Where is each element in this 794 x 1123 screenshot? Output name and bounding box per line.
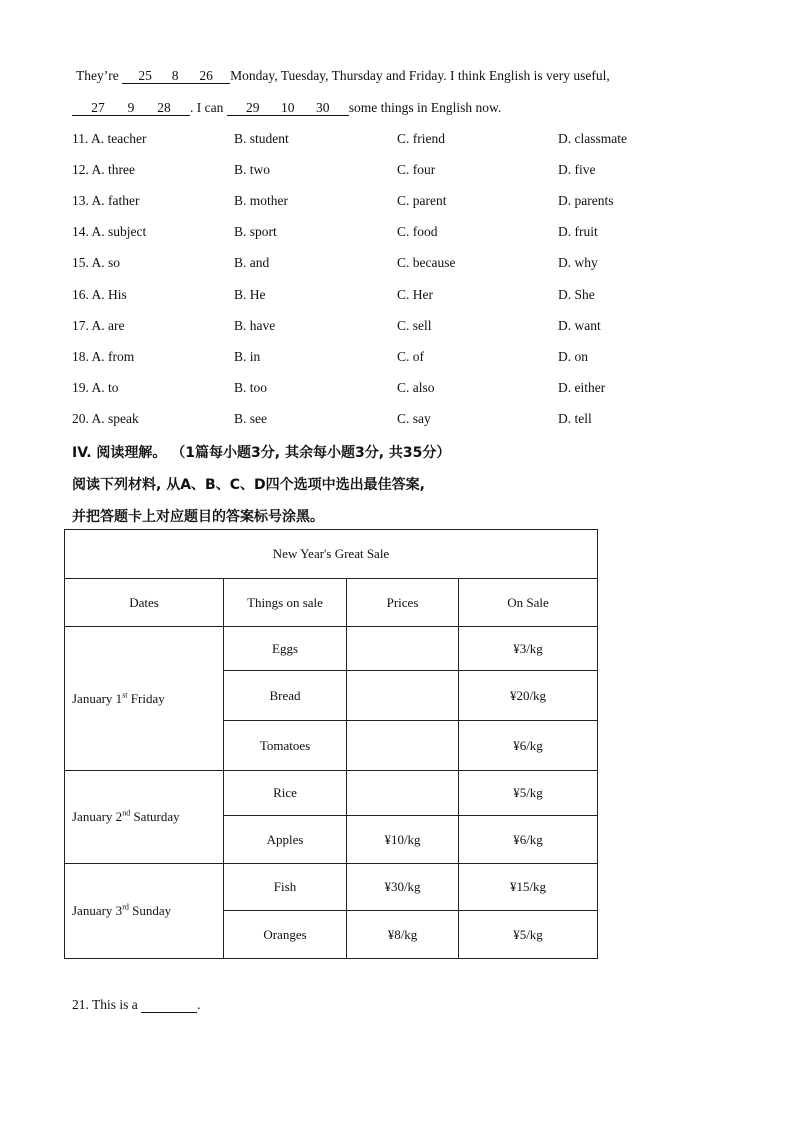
option-d: D. She: [558, 286, 595, 302]
table-price-cell: [347, 671, 459, 721]
table-sale-cell: ¥20/kg: [459, 671, 598, 721]
option-b: B. student: [234, 131, 289, 146]
question-row: [0, 318, 794, 338]
table-item-cell: Tomatoes: [224, 721, 347, 771]
answer-blank: [141, 998, 197, 1013]
blank-9: 9: [124, 101, 138, 116]
question-row: [0, 193, 794, 213]
option-c: C. parent: [397, 193, 447, 209]
option-a: 19. A. to: [72, 379, 119, 395]
table-item-cell: Fish: [224, 864, 347, 911]
question-row: [0, 380, 794, 400]
table-sale-cell: ¥6/kg: [459, 816, 598, 864]
blank-28: 28: [138, 101, 190, 116]
table-header: Dates: [65, 579, 224, 627]
option-b: B. sport: [234, 224, 277, 240]
question-text: .: [197, 997, 201, 1012]
option-d: D. want: [558, 317, 601, 333]
table-price-cell: [347, 721, 459, 771]
option-c: C. sell: [397, 317, 432, 333]
table-item-cell: Bread: [224, 671, 347, 721]
table-date-cell: January 2nd Saturday: [65, 771, 224, 864]
question-row: [0, 287, 794, 307]
table-price-cell: [347, 627, 459, 671]
passage-text: . I can: [190, 100, 224, 115]
table-sale-cell: ¥6/kg: [459, 721, 598, 771]
table-title: New Year's Great Sale: [65, 530, 598, 579]
option-d: D. either: [558, 379, 606, 395]
question-row: [0, 411, 794, 431]
option-c: C. say: [397, 410, 431, 426]
option-d: D. fruit: [558, 224, 598, 240]
question-row: [0, 349, 794, 369]
option-c: C. Her: [397, 286, 433, 302]
option-b: B. and: [234, 255, 270, 271]
option-a: 20. A. speak: [72, 410, 139, 426]
option-a: 13. A. father: [72, 193, 140, 209]
option-b: B. have: [234, 317, 276, 333]
blank-30: 30: [297, 101, 349, 116]
passage-text: Monday, Tuesday, Thursday and Friday. I think English is very useful,: [230, 68, 610, 83]
section-title: IV. 阅读理解。 （1篇每小题3分, 其余每小题3分, 共35分）: [72, 445, 451, 461]
section-instruction: 并把答题卡上对应题目的答案标号涂黑。: [72, 509, 324, 525]
option-c: C. four: [397, 162, 436, 178]
option-d: D. classmate: [558, 131, 627, 146]
blank-29: 29: [227, 101, 279, 116]
passage-line-2: [72, 100, 501, 116]
option-a: 12. A. three: [72, 162, 135, 178]
option-c: C. of: [397, 348, 424, 364]
question-row: [0, 224, 794, 244]
option-b: B. He: [234, 286, 266, 302]
section-instruction: 阅读下列材料, 从A、B、C、D四个选项中选出最佳答案,: [72, 477, 425, 493]
option-a: 15. A. so: [72, 255, 121, 271]
table-header: On Sale: [459, 579, 598, 627]
option-c: C. food: [397, 224, 438, 240]
option-d: D. tell: [558, 410, 592, 426]
option-b: B. two: [234, 162, 271, 178]
blank-27: 27: [72, 101, 124, 116]
option-d: D. why: [558, 255, 598, 271]
blank-25: 25: [122, 69, 168, 84]
table-sale-cell: ¥15/kg: [459, 864, 598, 911]
option-a: 14. A. subject: [72, 224, 147, 240]
sale-table: [64, 529, 598, 959]
option-b: B. mother: [234, 193, 288, 209]
option-d: D. parents: [558, 193, 614, 209]
option-b: B. too: [234, 379, 268, 395]
table-item-cell: Oranges: [224, 911, 347, 959]
table-header: Things on sale: [224, 579, 347, 627]
option-c: C. because: [397, 255, 456, 271]
table-item-cell: Eggs: [224, 627, 347, 671]
table-sale-cell: ¥3/kg: [459, 627, 598, 671]
table-sale-cell: ¥5/kg: [459, 771, 598, 816]
option-a: 11. A. teacher: [72, 131, 147, 146]
blank-10: 10: [279, 101, 297, 116]
table-item-cell: Apples: [224, 816, 347, 864]
passage-line-1: [76, 68, 610, 84]
question-row: [0, 131, 794, 151]
question-row: [0, 162, 794, 182]
table-price-cell: ¥30/kg: [347, 864, 459, 911]
question-21: [72, 997, 201, 1013]
table-price-cell: [347, 771, 459, 816]
passage-text: some things in English now.: [348, 100, 502, 115]
table-date-cell: January 1st Friday: [65, 627, 224, 771]
table-item-cell: Rice: [224, 771, 347, 816]
question-text: 21. This is a: [72, 997, 138, 1012]
option-c: C. also: [397, 379, 435, 395]
option-b: B. in: [234, 348, 261, 364]
blank-26: 26: [182, 69, 230, 84]
option-a: 16. A. His: [72, 286, 127, 302]
table-date-cell: January 3rd Sunday: [65, 864, 224, 959]
passage-text: They’re: [76, 68, 119, 83]
option-b: B. see: [234, 410, 267, 426]
table-price-cell: ¥8/kg: [347, 911, 459, 959]
option-d: D. five: [558, 162, 596, 178]
question-row: [0, 255, 794, 275]
option-c: C. friend: [397, 131, 445, 146]
table-sale-cell: ¥5/kg: [459, 911, 598, 959]
blank-8: 8: [168, 69, 182, 84]
table-header: Prices: [347, 579, 459, 627]
option-a: 17. A. are: [72, 317, 125, 333]
table-price-cell: ¥10/kg: [347, 816, 459, 864]
option-d: D. on: [558, 348, 588, 364]
option-a: 18. A. from: [72, 348, 135, 364]
